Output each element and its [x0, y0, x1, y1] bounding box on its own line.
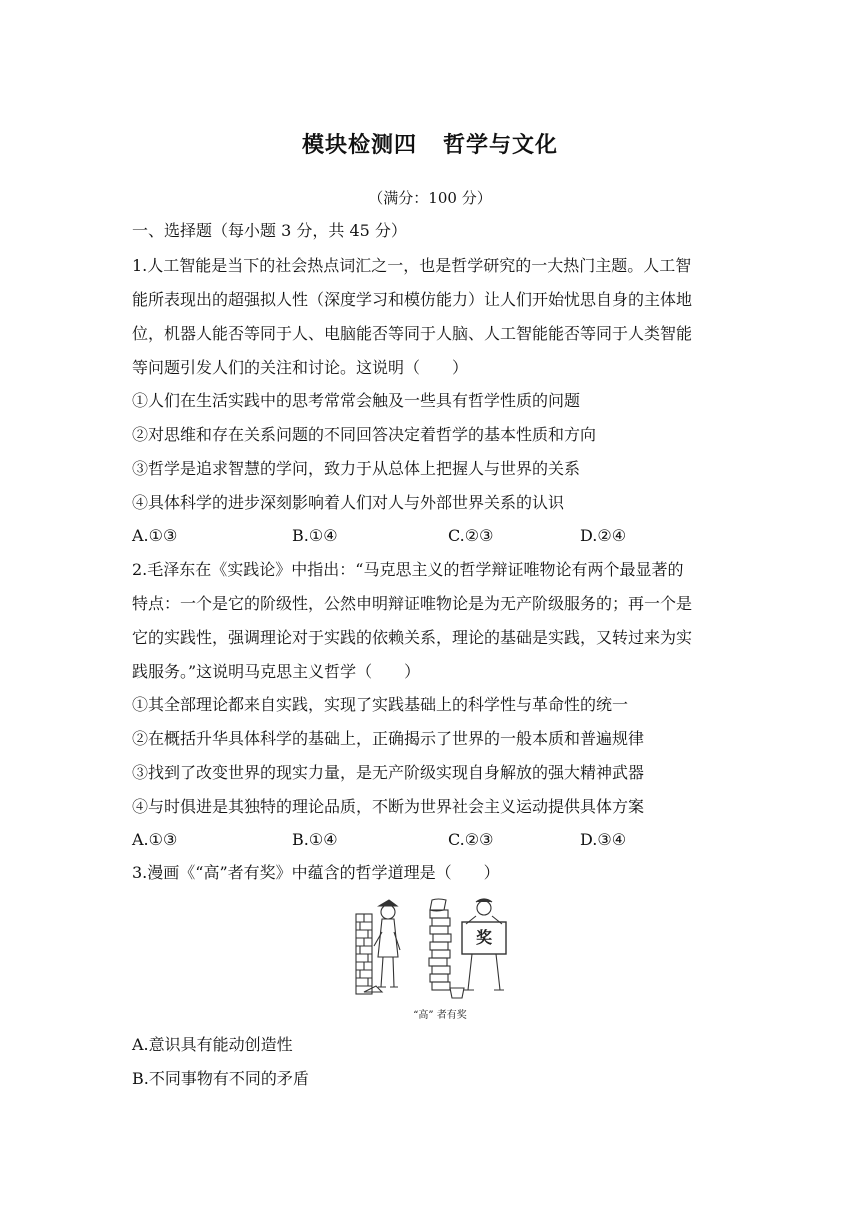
q2-option-d: D.③④: [580, 830, 627, 849]
q1-stem-line: 位，机器人能否等同于人、电脑能否等同于人脑、人工智能能否等同于人类智能: [132, 324, 693, 343]
section-heading: 一、选择题（每小题 3 分，共 45 分）: [132, 221, 407, 240]
q1-statement: ①人们在生活实践中的思考常常会触及一些具有哲学性质的问题: [132, 391, 581, 410]
q2-statement: ④与时俱进是其独特的理论品质，不断为世界社会主义运动提供具体方案: [132, 797, 645, 816]
q2-option-b: B.①④: [292, 830, 338, 849]
q1-option-a: A.①③: [132, 526, 178, 545]
title-part1: 模块检测四: [301, 132, 417, 158]
q3-option-a: A.意识具有能动创造性: [132, 1035, 293, 1054]
q1-option-d: D.②④: [580, 526, 627, 545]
q3-stem: 3.漫画《“高”者有奖》中蕴含的哲学道理是（ ）: [132, 863, 500, 882]
q1-option-b: B.①④: [292, 526, 338, 545]
q1-statement: ④具体科学的进步深刻影响着人们对人与外部世界关系的认识: [132, 493, 565, 512]
cartoon-illustration: [352, 892, 528, 1004]
q1-statement: ②对思维和存在关系问题的不同回答决定着哲学的基本性质和方向: [132, 425, 597, 444]
cartoon-caption: “高” 者有奖: [413, 1010, 467, 1021]
q1-stem-line: 1.人工智能是当下的社会热点词汇之一，也是哲学研究的一大热门主题。人工智: [132, 256, 692, 275]
score-note: （满分：100 分）: [368, 189, 492, 207]
q2-option-a: A.①③: [132, 830, 178, 849]
q2-stem-line: 2.毛泽东在《实践论》中指出：“马克思主义的哲学辩证唯物论有两个最显著的: [132, 560, 684, 579]
q1-option-c: C.②③: [448, 526, 494, 545]
q2-stem-line: 它的实践性，强调理论对于实践的依赖关系，理论的基础是实践，又转过来为实: [132, 628, 693, 647]
q1-statement: ③哲学是追求智慧的学问，致力于从总体上把握人与世界的关系: [132, 459, 581, 478]
q2-option-c: C.②③: [448, 830, 494, 849]
q1-stem-line: 能所表现出的超强拟人性（深度学习和模仿能力）让人们开始忧思自身的主体地: [132, 290, 693, 309]
q2-stem-line: 特点：一个是它的阶级性，公然申明辩证唯物论是为无产阶级服务的；再一个是: [132, 594, 693, 613]
page-title: [0, 128, 860, 159]
q1-stem-line: 等问题引发人们的关注和讨论。这说明（ ）: [132, 358, 469, 377]
cartoon-sign-text: 奖: [475, 928, 493, 947]
q2-statement: ②在概括升华具体科学的基础上，正确揭示了世界的一般本质和普遍规律: [132, 729, 645, 748]
q2-stem-line: 践服务。”这说明马克思主义哲学（ ）: [132, 662, 421, 681]
q2-statement: ①其全部理论都来自实践，实现了实践基础上的科学性与革命性的统一: [132, 695, 629, 714]
q3-option-b: B.不同事物有不同的矛盾: [132, 1069, 309, 1088]
q2-statement: ③找到了改变世界的现实力量，是无产阶级实现自身解放的强大精神武器: [132, 763, 645, 782]
title-part2: 哲学与文化: [443, 132, 559, 158]
